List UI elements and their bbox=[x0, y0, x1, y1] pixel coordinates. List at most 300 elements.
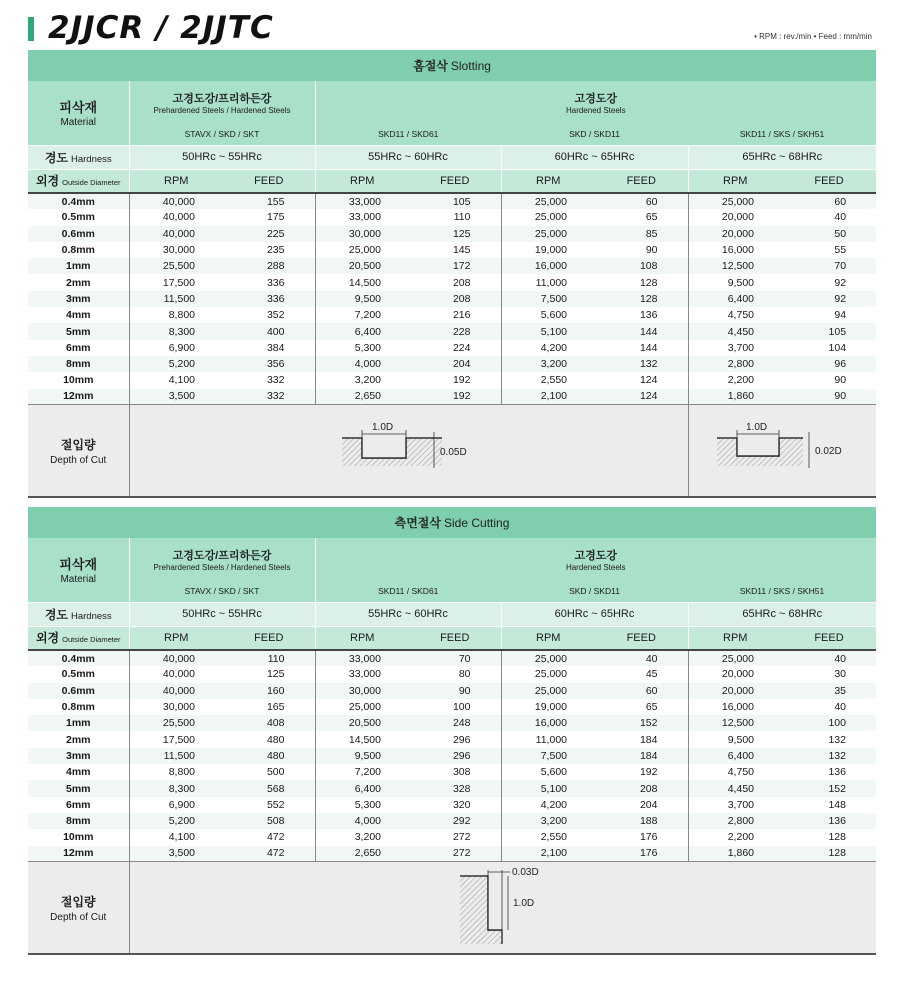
rpm-cell: 11,500 bbox=[129, 748, 223, 764]
table-row bbox=[28, 650, 876, 666]
section-title-ko: 측면절삭 bbox=[394, 516, 441, 530]
rpm-cell: 16,000 bbox=[688, 699, 782, 715]
depth-label-ko: 절입량 bbox=[60, 894, 96, 909]
feed-cell: 110 bbox=[409, 209, 501, 225]
feed-cell: 208 bbox=[409, 274, 501, 290]
feed-cell: 248 bbox=[409, 715, 501, 731]
feed-cell: 30 bbox=[782, 666, 876, 682]
feed-cell: 108 bbox=[595, 258, 688, 274]
feed-cell: 110 bbox=[223, 650, 315, 666]
rpm-cell: 2,100 bbox=[501, 389, 595, 405]
feed-cell: 160 bbox=[223, 683, 315, 699]
rpm-cell: 19,000 bbox=[501, 699, 595, 715]
diameter-cell: 0.4mm bbox=[28, 650, 129, 666]
section-title bbox=[28, 50, 876, 81]
feed-header: FEED bbox=[223, 626, 315, 650]
rpm-header: RPM bbox=[501, 626, 595, 650]
material-row bbox=[28, 538, 876, 581]
rpm-cell: 25,000 bbox=[501, 650, 595, 666]
rpm-cell: 25,500 bbox=[129, 715, 223, 731]
hardness-range: 60HRc ~ 65HRc bbox=[501, 145, 688, 169]
feed-cell: 508 bbox=[223, 813, 315, 829]
side-depth-diagram bbox=[458, 866, 578, 946]
rpm-cell: 4,750 bbox=[688, 764, 782, 780]
feed-cell: 100 bbox=[782, 715, 876, 731]
feed-cell: 272 bbox=[409, 846, 501, 862]
table-row bbox=[28, 340, 876, 356]
feed-cell: 40 bbox=[782, 209, 876, 225]
feed-cell: 152 bbox=[595, 715, 688, 731]
rpm-cell: 11,000 bbox=[501, 274, 595, 290]
feed-cell: 35 bbox=[782, 683, 876, 699]
rpm-cell: 2,100 bbox=[501, 846, 595, 862]
material-label bbox=[28, 81, 129, 145]
rpm-cell: 3,500 bbox=[129, 846, 223, 862]
rpm-cell: 20,000 bbox=[688, 226, 782, 242]
feed-cell: 328 bbox=[409, 780, 501, 796]
feed-cell: 552 bbox=[223, 797, 315, 813]
rpm-cell: 30,000 bbox=[315, 683, 409, 699]
feed-cell: 204 bbox=[595, 797, 688, 813]
steel-grade-row bbox=[28, 581, 876, 602]
rpm-cell: 5,300 bbox=[315, 340, 409, 356]
rpm-cell: 40,000 bbox=[129, 226, 223, 242]
feed-cell: 472 bbox=[223, 846, 315, 862]
depth-diagram-cell bbox=[129, 862, 876, 954]
section-header-side-cutting bbox=[28, 507, 876, 538]
rpm-cell: 25,000 bbox=[501, 226, 595, 242]
rpm-cell: 19,000 bbox=[501, 242, 595, 258]
feed-cell: 148 bbox=[782, 797, 876, 813]
steel-grade: SKD11 / SKD61 bbox=[315, 581, 501, 602]
rpm-cell: 3,500 bbox=[129, 389, 223, 405]
material-hard-en: Hardened Steels bbox=[565, 106, 626, 115]
material-row bbox=[28, 81, 876, 124]
table-row bbox=[28, 372, 876, 388]
hardness-range: 65HRc ~ 68HRc bbox=[688, 602, 876, 626]
rpm-cell: 9,500 bbox=[315, 291, 409, 307]
depth-of-cut-row bbox=[28, 405, 876, 497]
diameter-label-ko: 외경 bbox=[35, 174, 60, 189]
feed-cell: 356 bbox=[223, 356, 315, 372]
rpm-cell: 4,750 bbox=[688, 307, 782, 323]
diameter-cell: 0.5mm bbox=[28, 666, 129, 682]
diameter-cell: 0.8mm bbox=[28, 699, 129, 715]
feed-cell: 80 bbox=[409, 666, 501, 682]
feed-cell: 128 bbox=[782, 829, 876, 845]
rpm-cell: 4,000 bbox=[315, 356, 409, 372]
rpm-cell: 16,000 bbox=[501, 715, 595, 731]
material-group-hardened bbox=[315, 538, 876, 581]
rpm-cell: 5,600 bbox=[501, 764, 595, 780]
feed-cell: 100 bbox=[409, 699, 501, 715]
material-label-en: Material bbox=[60, 574, 97, 586]
rpm-cell: 2,800 bbox=[688, 813, 782, 829]
diameter-cell: 6mm bbox=[28, 340, 129, 356]
title-bar bbox=[28, 8, 876, 48]
feed-cell: 144 bbox=[595, 323, 688, 339]
rpm-cell: 33,000 bbox=[315, 666, 409, 682]
feed-cell: 132 bbox=[595, 356, 688, 372]
material-group-prehardened bbox=[129, 81, 315, 124]
hardness-label-en: Hardness bbox=[71, 153, 112, 165]
material-hard-ko: 고경도강 bbox=[574, 93, 618, 105]
rpm-header: RPM bbox=[129, 626, 223, 650]
material-pre-ko: 고경도강/프리하든강 bbox=[172, 550, 272, 562]
rpm-cell: 40,000 bbox=[129, 683, 223, 699]
feed-cell: 125 bbox=[409, 226, 501, 242]
table-row bbox=[28, 291, 876, 307]
feed-cell: 288 bbox=[223, 258, 315, 274]
diameter-label-ko: 외경 bbox=[35, 631, 60, 646]
feed-cell: 136 bbox=[782, 764, 876, 780]
rpm-cell: 40,000 bbox=[129, 666, 223, 682]
rpm-cell: 5,100 bbox=[501, 323, 595, 339]
table-row bbox=[28, 323, 876, 339]
feed-cell: 124 bbox=[595, 372, 688, 388]
rpm-cell: 12,500 bbox=[688, 258, 782, 274]
feed-cell: 60 bbox=[595, 193, 688, 209]
feed-cell: 184 bbox=[595, 731, 688, 747]
section-title-en: Side Cutting bbox=[444, 516, 510, 530]
table-row bbox=[28, 666, 876, 682]
rpm-cell: 20,000 bbox=[688, 683, 782, 699]
rpm-header: RPM bbox=[688, 626, 782, 650]
feed-cell: 296 bbox=[409, 748, 501, 764]
rpm-cell: 2,800 bbox=[688, 356, 782, 372]
table-row bbox=[28, 846, 876, 862]
table-row bbox=[28, 715, 876, 731]
feed-cell: 90 bbox=[782, 389, 876, 405]
feed-cell: 90 bbox=[409, 683, 501, 699]
feed-cell: 568 bbox=[223, 780, 315, 796]
rpm-cell: 25,000 bbox=[501, 209, 595, 225]
diameter-cell: 1mm bbox=[28, 258, 129, 274]
feed-cell: 92 bbox=[782, 274, 876, 290]
feed-cell: 192 bbox=[409, 372, 501, 388]
feed-cell: 105 bbox=[782, 323, 876, 339]
feed-cell: 308 bbox=[409, 764, 501, 780]
rpm-header: RPM bbox=[501, 169, 595, 193]
feed-cell: 472 bbox=[223, 829, 315, 845]
feed-cell: 70 bbox=[782, 258, 876, 274]
feed-cell: 45 bbox=[595, 666, 688, 682]
feed-cell: 192 bbox=[409, 389, 501, 405]
feed-cell: 208 bbox=[595, 780, 688, 796]
rpm-cell: 5,300 bbox=[315, 797, 409, 813]
section-title bbox=[28, 507, 876, 538]
axial-depth-label: 1.0D bbox=[512, 898, 534, 910]
feed-cell: 55 bbox=[782, 242, 876, 258]
feed-cell: 132 bbox=[782, 731, 876, 747]
table-row bbox=[28, 307, 876, 323]
hardness-range: 65HRc ~ 68HRc bbox=[688, 145, 876, 169]
depth-label bbox=[28, 405, 129, 497]
feed-header: FEED bbox=[409, 626, 501, 650]
table-row bbox=[28, 829, 876, 845]
rpm-cell: 6,900 bbox=[129, 340, 223, 356]
feed-cell: 70 bbox=[409, 650, 501, 666]
feed-cell: 400 bbox=[223, 323, 315, 339]
rpm-cell: 4,450 bbox=[688, 323, 782, 339]
rpm-cell: 17,500 bbox=[129, 274, 223, 290]
feed-cell: 136 bbox=[782, 813, 876, 829]
rpm-cell: 40,000 bbox=[129, 209, 223, 225]
rpm-cell: 11,500 bbox=[129, 291, 223, 307]
feed-cell: 92 bbox=[782, 291, 876, 307]
diameter-cell: 0.6mm bbox=[28, 683, 129, 699]
feed-cell: 175 bbox=[223, 209, 315, 225]
diameter-cell: 0.4mm bbox=[28, 193, 129, 209]
material-label-ko: 피삭재 bbox=[59, 100, 98, 116]
rpm-cell: 7,200 bbox=[315, 307, 409, 323]
feed-cell: 352 bbox=[223, 307, 315, 323]
rpm-cell: 25,000 bbox=[501, 193, 595, 209]
section-title-ko: 홈절삭 bbox=[413, 59, 448, 73]
table-row bbox=[28, 356, 876, 372]
rpm-cell: 20,000 bbox=[688, 209, 782, 225]
feed-cell: 480 bbox=[223, 748, 315, 764]
diameter-label-en: Outside Diameter bbox=[62, 178, 121, 188]
rpm-cell: 33,000 bbox=[315, 209, 409, 225]
rpm-header: RPM bbox=[315, 169, 409, 193]
diameter-label bbox=[28, 169, 129, 193]
rpm-cell: 4,200 bbox=[501, 340, 595, 356]
diameter-cell: 2mm bbox=[28, 731, 129, 747]
feed-cell: 60 bbox=[782, 193, 876, 209]
feed-cell: 50 bbox=[782, 226, 876, 242]
diameter-cell: 8mm bbox=[28, 356, 129, 372]
rpm-cell: 25,000 bbox=[501, 666, 595, 682]
title-accent-bar bbox=[28, 17, 34, 41]
diameter-cell: 8mm bbox=[28, 813, 129, 829]
rpm-cell: 2,650 bbox=[315, 846, 409, 862]
feed-header: FEED bbox=[595, 169, 688, 193]
rpm-cell: 6,400 bbox=[688, 748, 782, 764]
section-title-en: Slotting bbox=[450, 59, 491, 73]
feed-cell: 176 bbox=[595, 829, 688, 845]
rpm-cell: 7,200 bbox=[315, 764, 409, 780]
material-label-ko: 피삭재 bbox=[59, 557, 98, 573]
depth-label-ko: 절입량 bbox=[60, 437, 96, 452]
rpm-cell: 6,900 bbox=[129, 797, 223, 813]
rpm-cell: 33,000 bbox=[315, 650, 409, 666]
material-pre-ko: 고경도강/프리하든강 bbox=[172, 93, 272, 105]
diameter-label-en: Outside Diameter bbox=[62, 635, 121, 645]
table-row bbox=[28, 731, 876, 747]
rpm-cell: 2,550 bbox=[501, 829, 595, 845]
rpm-cell: 40,000 bbox=[129, 650, 223, 666]
rpm-cell: 20,000 bbox=[688, 666, 782, 682]
rpm-cell: 3,200 bbox=[315, 829, 409, 845]
rpm-cell: 7,500 bbox=[501, 748, 595, 764]
rpm-cell: 14,500 bbox=[315, 274, 409, 290]
rpm-cell: 3,700 bbox=[688, 797, 782, 813]
rpm-cell: 5,200 bbox=[129, 813, 223, 829]
rpm-cell: 6,400 bbox=[315, 780, 409, 796]
feed-cell: 228 bbox=[409, 323, 501, 339]
hardness-range: 50HRc ~ 55HRc bbox=[129, 602, 315, 626]
hardness-range: 55HRc ~ 60HRc bbox=[315, 145, 501, 169]
diameter-cell: 3mm bbox=[28, 748, 129, 764]
rpm-cell: 8,800 bbox=[129, 764, 223, 780]
slot-width-label-2: 1.0D bbox=[745, 422, 767, 434]
rpm-cell: 5,200 bbox=[129, 356, 223, 372]
feed-cell: 272 bbox=[409, 829, 501, 845]
hardness-range: 55HRc ~ 60HRc bbox=[315, 602, 501, 626]
steel-grade: SKD11 / SKS / SKH51 bbox=[688, 124, 876, 145]
material-label-en: Material bbox=[60, 117, 97, 129]
feed-cell: 125 bbox=[223, 666, 315, 682]
rpm-cell: 25,000 bbox=[315, 699, 409, 715]
diameter-cell: 12mm bbox=[28, 846, 129, 862]
rpm-cell: 5,600 bbox=[501, 307, 595, 323]
feed-cell: 204 bbox=[409, 356, 501, 372]
slotting-data-rows bbox=[28, 193, 876, 405]
diameter-cell: 10mm bbox=[28, 829, 129, 845]
diameter-cell: 2mm bbox=[28, 274, 129, 290]
slot-depth-diagram-65-68 bbox=[715, 418, 855, 478]
rpm-cell: 30,000 bbox=[129, 242, 223, 258]
feed-cell: 384 bbox=[223, 340, 315, 356]
feed-cell: 90 bbox=[595, 242, 688, 258]
table-row bbox=[28, 764, 876, 780]
steel-grade: SKD11 / SKS / SKH51 bbox=[688, 581, 876, 602]
diameter-cell: 4mm bbox=[28, 307, 129, 323]
feed-cell: 336 bbox=[223, 274, 315, 290]
table-row bbox=[28, 699, 876, 715]
rpm-cell: 8,300 bbox=[129, 780, 223, 796]
feed-cell: 188 bbox=[595, 813, 688, 829]
material-pre-en: Prehardened Steels / Hardened Steels bbox=[153, 106, 291, 115]
rpm-cell: 11,000 bbox=[501, 731, 595, 747]
depth-label bbox=[28, 862, 129, 954]
diameter-cell: 0.6mm bbox=[28, 226, 129, 242]
hardness-label bbox=[28, 145, 129, 169]
feed-cell: 105 bbox=[409, 193, 501, 209]
hardness-range: 60HRc ~ 65HRc bbox=[501, 602, 688, 626]
rpm-cell: 17,500 bbox=[129, 731, 223, 747]
feed-cell: 224 bbox=[409, 340, 501, 356]
rpm-cell: 16,000 bbox=[501, 258, 595, 274]
diameter-cell: 0.8mm bbox=[28, 242, 129, 258]
table-row bbox=[28, 683, 876, 699]
side-cutting-table bbox=[28, 507, 876, 955]
feed-header: FEED bbox=[782, 626, 876, 650]
rpm-cell: 9,500 bbox=[315, 748, 409, 764]
rpm-cell: 25,500 bbox=[129, 258, 223, 274]
feed-cell: 320 bbox=[409, 797, 501, 813]
diameter-label bbox=[28, 626, 129, 650]
rpm-header: RPM bbox=[315, 626, 409, 650]
diameter-cell: 5mm bbox=[28, 323, 129, 339]
diameter-cell: 6mm bbox=[28, 797, 129, 813]
diameter-cell: 3mm bbox=[28, 291, 129, 307]
depth-diagram-cell bbox=[688, 405, 876, 497]
diameter-cell: 5mm bbox=[28, 780, 129, 796]
table-row bbox=[28, 274, 876, 290]
feed-cell: 155 bbox=[223, 193, 315, 209]
feed-cell: 292 bbox=[409, 813, 501, 829]
rpm-header: RPM bbox=[129, 169, 223, 193]
column-header-row bbox=[28, 169, 876, 193]
feed-cell: 176 bbox=[595, 846, 688, 862]
diameter-cell: 1mm bbox=[28, 715, 129, 731]
feed-cell: 184 bbox=[595, 748, 688, 764]
table-row bbox=[28, 258, 876, 274]
rpm-cell: 2,200 bbox=[688, 829, 782, 845]
steel-grade: SKD / SKD11 bbox=[501, 581, 688, 602]
material-group-prehardened bbox=[129, 538, 315, 581]
steel-grade: SKD / SKD11 bbox=[501, 124, 688, 145]
feed-cell: 85 bbox=[595, 226, 688, 242]
feed-cell: 216 bbox=[409, 307, 501, 323]
feed-cell: 235 bbox=[223, 242, 315, 258]
feed-cell: 90 bbox=[782, 372, 876, 388]
depth-diagram-cell bbox=[129, 405, 688, 497]
rpm-cell: 20,500 bbox=[315, 258, 409, 274]
depth-label-en: Depth of Cut bbox=[50, 911, 107, 923]
rpm-header: RPM bbox=[688, 169, 782, 193]
table-row bbox=[28, 797, 876, 813]
slot-width-label-1: 1.0D bbox=[371, 422, 393, 434]
rpm-cell: 8,800 bbox=[129, 307, 223, 323]
material-group-hardened bbox=[315, 81, 876, 124]
rpm-cell: 1,860 bbox=[688, 846, 782, 862]
rpm-cell: 25,000 bbox=[315, 242, 409, 258]
feed-header: FEED bbox=[409, 169, 501, 193]
rpm-cell: 2,550 bbox=[501, 372, 595, 388]
feed-cell: 136 bbox=[595, 307, 688, 323]
material-label bbox=[28, 538, 129, 602]
hardness-label-ko: 경도 bbox=[44, 150, 68, 165]
feed-cell: 208 bbox=[409, 291, 501, 307]
rpm-cell: 8,300 bbox=[129, 323, 223, 339]
rpm-cell: 20,500 bbox=[315, 715, 409, 731]
rpm-cell: 6,400 bbox=[315, 323, 409, 339]
steel-grade: STAVX / SKD / SKT bbox=[129, 581, 315, 602]
rpm-cell: 3,200 bbox=[315, 372, 409, 388]
feed-cell: 65 bbox=[595, 209, 688, 225]
feed-cell: 480 bbox=[223, 731, 315, 747]
rpm-cell: 12,500 bbox=[688, 715, 782, 731]
rpm-cell: 14,500 bbox=[315, 731, 409, 747]
steel-grade: SKD11 / SKD61 bbox=[315, 124, 501, 145]
material-pre-en: Prehardened Steels / Hardened Steels bbox=[153, 563, 291, 572]
rpm-cell: 3,700 bbox=[688, 340, 782, 356]
rpm-cell: 5,100 bbox=[501, 780, 595, 796]
slot-depth-label-2: 0.02D bbox=[814, 446, 842, 458]
steel-grade: STAVX / SKD / SKT bbox=[129, 124, 315, 145]
rpm-cell: 25,000 bbox=[688, 193, 782, 209]
hardness-label-en: Hardness bbox=[71, 610, 112, 622]
depth-of-cut-row bbox=[28, 862, 876, 954]
rpm-cell: 16,000 bbox=[688, 242, 782, 258]
table-row bbox=[28, 389, 876, 405]
depth-label-en: Depth of Cut bbox=[50, 454, 107, 466]
hardness-label bbox=[28, 602, 129, 626]
feed-cell: 104 bbox=[782, 340, 876, 356]
feed-cell: 332 bbox=[223, 389, 315, 405]
feed-cell: 500 bbox=[223, 764, 315, 780]
material-hard-en: Hardened Steels bbox=[565, 563, 626, 572]
feed-cell: 94 bbox=[782, 307, 876, 323]
side-cutting-data-rows bbox=[28, 650, 876, 862]
feed-cell: 65 bbox=[595, 699, 688, 715]
table-row bbox=[28, 242, 876, 258]
rpm-cell: 3,200 bbox=[501, 356, 595, 372]
rpm-cell: 30,000 bbox=[129, 699, 223, 715]
